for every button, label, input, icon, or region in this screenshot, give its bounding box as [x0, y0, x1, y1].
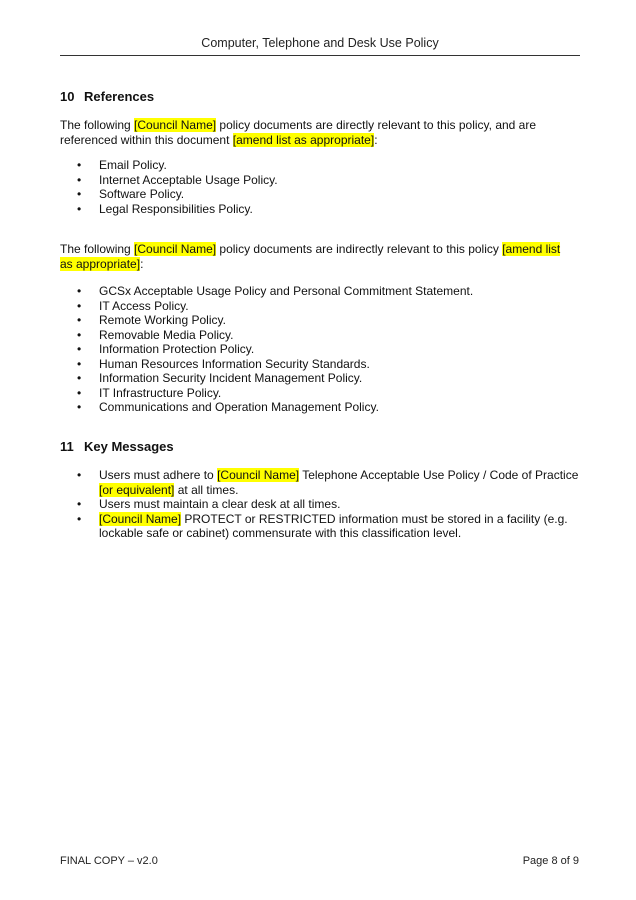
header-divider	[60, 55, 580, 56]
section-heading-references	[60, 89, 154, 104]
list-item	[60, 512, 580, 541]
list-item: • Information Security Incident Management Policy.	[60, 371, 580, 386]
references-intro-indirect	[60, 242, 575, 271]
text-run: policy documents are indirectly relevant to this policy	[216, 242, 503, 256]
placeholder-council-name: [Council Name]	[134, 118, 217, 132]
list-item: • Human Resources Information Security Standards.	[60, 357, 580, 372]
text-run: The following	[60, 242, 135, 256]
indirect-references-list	[60, 284, 580, 415]
placeholder-council-name: [Council Name]	[99, 511, 182, 526]
placeholder-amend-list: [amend list as appropriate]	[232, 132, 375, 147]
section-title: Key Messages	[84, 439, 174, 454]
section-title: References	[84, 89, 155, 104]
list-item: • Legal Responsibilities Policy.	[60, 202, 580, 217]
list-item: • Software Policy.	[60, 187, 580, 202]
section-number: 10	[60, 89, 75, 104]
placeholder-council-name: [Council Name]	[217, 468, 300, 482]
text-run: policy documents are directly relevant to this policy, and are referenced within this document	[60, 118, 537, 147]
list-item: • Email Policy.	[60, 158, 580, 173]
references-intro-direct	[60, 118, 575, 147]
direct-references-list	[60, 158, 580, 216]
list-item: • Internet Acceptable Usage Policy.	[60, 173, 580, 188]
placeholder-council-name: [Council Name]	[134, 242, 217, 256]
key-messages-list	[60, 468, 580, 541]
footer-page-number: Page 8 of 9	[522, 855, 579, 867]
text-run: :	[374, 132, 378, 147]
text-run: Telephone Acceptable Use Policy / Code of Practice	[299, 468, 579, 482]
placeholder-or-equivalent: [or equivalent]	[99, 482, 175, 497]
page-header-title: Computer, Telephone and Desk Use Policy	[201, 36, 439, 50]
list-item: • GCSx Acceptable Usage Policy and Personal Commitment Statement.	[60, 284, 580, 299]
text-run: The following	[60, 118, 135, 132]
text-run: :	[140, 256, 144, 271]
section-number: 11	[60, 439, 74, 454]
list-item: • Information Protection Policy.	[60, 342, 580, 357]
section-heading-key-messages	[60, 439, 174, 454]
list-item: • IT Access Policy.	[60, 299, 580, 314]
placeholder-amend-list: [amend list as appropriate]	[60, 242, 561, 271]
footer-version: FINAL COPY – v2.0	[60, 855, 158, 867]
list-item: • Remote Working Policy.	[60, 313, 580, 328]
text-run: at all times.	[174, 482, 239, 497]
list-item: • Communications and Operation Management Policy.	[60, 400, 580, 415]
text-run: PROTECT or RESTRICTED information must be stored in a facility (e.g. lockable safe or cabinet) commensurate with this classification level.	[99, 511, 568, 540]
text-run: Users must adhere to	[99, 468, 218, 482]
list-item: • Users must maintain a clear desk at all times.	[60, 497, 580, 512]
list-item	[60, 468, 580, 497]
list-item: • Removable Media Policy.	[60, 328, 580, 343]
list-item: • IT Infrastructure Policy.	[60, 386, 580, 401]
